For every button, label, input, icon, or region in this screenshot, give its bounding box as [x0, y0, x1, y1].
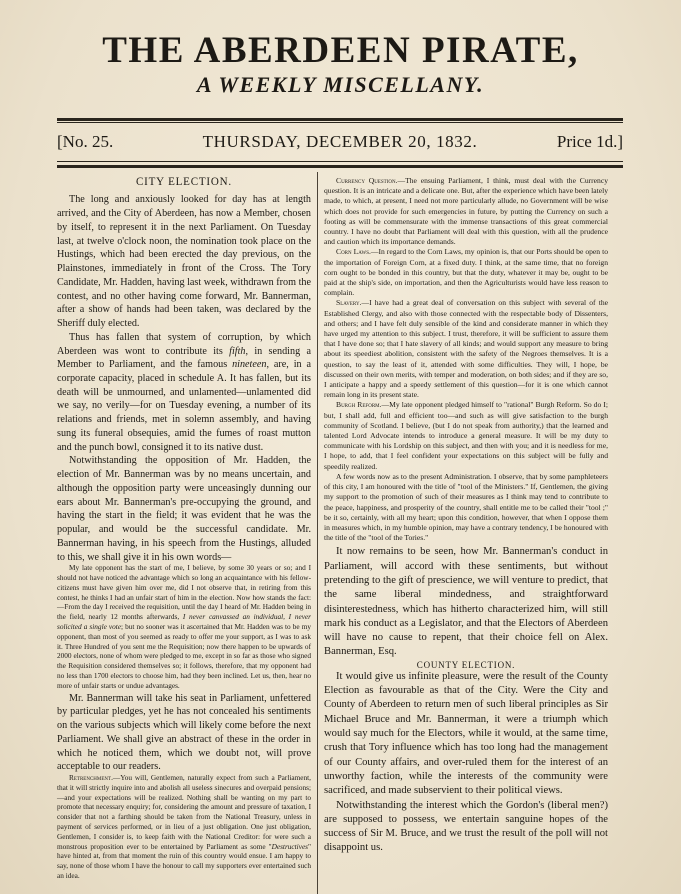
currency-paragraph: Currency Question.—The ensuing Parliament, I think, must deal with the Currency question. It is an intricate and a delicate one. But, after the experience which have been lately made, to which, at present, I need not more particularly allude, no Government will be wise which does not provide for such emergencies in future, by putting the Currency on such a footing as will be commensurate with the immense transactions of this great commercial country. I have no doubt that Parliament will deal with this question, with all the prudence and caution which its importance demands.: [324, 176, 609, 247]
city-election-heading: CITY ELECTION.: [136, 176, 232, 188]
slavery-heading: Slavery.: [336, 298, 362, 308]
dateline-rule-bottom: [57, 165, 623, 168]
left-column: [57, 176, 311, 882]
burgh-reform-heading: Burgh Reform.: [336, 400, 382, 410]
city-election-paragraph-3: Notwithstanding the opposition of Mr. Hadden, the election of Mr. Bannerman was by no means uncertain, and although the opposition party were unceasingly dunning our ears about Mr. Bannerman's pre-occupying the ground, and having the start in the field; it was evident that he was the popular, and would be the successful candidate. Mr. Bannerman having, in his speech from the Hustings, alluded to this, we shall give it in his own words—: [57, 455, 311, 563]
administration-paragraph: A few words now as to the present Administration. I observe, that by some pamphleteers of this city, I am honoured with the title of "tool of the Ministers." If, Gentlemen, the giving my support to the promotion of such of their measures as I think may tend to contribute to the peace, happiness, and prosperity of the country, shall entitle me to be called their "tool ;" be it so, certainly, with all my heart; upon this condition, however, that when I oppose them in measures which, in my humble opinion, may have a contrary tendency, I be honoured with the title of the "tool of the Tories.": [324, 471, 608, 543]
county-election-paragraph-2: Notwithstanding the interest which the Gordon's (liberal men?) are supposed to possess, we entertain sanguine hopes of the success of Sir M. Bruce, and we trust the result of the poll will not disappoint us.: [324, 799, 608, 854]
retrenchment-heading: Retrenchment.: [69, 774, 113, 783]
city-election-paragraph-2: Thus has fallen that system of corruption, by which Aberdeen was wont to contribute its fifth, in sending a Member to Parliament, and the famous nineteen, are, in a corporate capacity, placed in schedule A. It has fallen, but its death will be unmourned, and unlamented—unlamented did we say, no verily—for on Tuesday evening, a number of its relations and friends, met in solemn assembly, and having sung its funeral obsequies, amid the fumes of roast mutton and the punch bowl, consigned it to its native dust.: [57, 331, 311, 453]
city-election-paragraph-1: The long and anxiously looked for day has at length arrived, and the City of Aberdeen, has now a Member, chosen by itself, to represent it in the next Parliament. On Tuesday last, at twelve o'clock noon, the nomination took place on the Hustings, which had been erected the day previous, on the Plainstones, immediately in front of the Cross. The Tory Candidate, Mr. Hadden, having last week, withdrawn from the contest, and no other having come forward, Mr. Bannerman, after a show of hands had been taken, was declared by the Sheriff duly elected.: [57, 194, 311, 330]
right-column: [324, 176, 608, 856]
bannerman-speech-quote: My late opponent has the start of me, I believe, by some 30 years or so; and I should not have noticed the advantage which so long an acquaintance with his fellow-citizens must have given him over me, did I not observe that, in retiring from this contest, he thinks I had an unfair start of him in the election. Now how stands the fact:—From the day I received the requisition, until the day I heard of Mr. Hadden being in the field, nearly 12 months afterwards, I never canvassed an individual, I never solicited a single vote; but no sooner was it ascertained that Mr. Hadden was to be my opponent, than most of you seemed as ready to offer me your support, as I was to ask it. Three Hundred of you sent me the Requisition; now there happen to be upwards of 2000 electors, none of whom were pledged to me, except in so far as those who signed the Requisition considered themselves so; it follows, therefore, that my opponent had no less than 1700 electors to choose him, had they been inclined. Let us, then, hear no more of unfair starts or undue advantages.: [57, 564, 311, 690]
currency-heading: Currency Question.: [336, 176, 398, 185]
corn-laws-paragraph: Corn Laws.—In regard to the Corn Laws, my opinion is, that our Ports should be open to the importation of Foreign Corn, at a fixed duty. I think, at the same time, that no foreign corn ought to be bonded in this country, but that the duty, whatever it may be, ought to be paid at the ship's side, on importation, and then the Agriculturists would have less reason to complain.: [324, 247, 608, 298]
masthead-subtitle: A WEEKLY MISCELLANY.: [196, 72, 485, 97]
masthead-rule-top: [57, 118, 623, 121]
corn-laws-heading: Corn Laws.: [336, 247, 371, 257]
masthead-title: THE ABERDEEN PIRATE,: [102, 30, 579, 71]
remains-paragraph: It now remains to be seen, how Mr. Bannerman's conduct in Parliament, will accord with these sentiments, but without pretending to the gift of prescience, we will venture to predict, that the same liberal mindedness, and straightforward disinterestedness, which has hitherto characterized him, will still mark his conduct as a Legislator, and that the Electors of Aberdeen will have no cause to repent, that their choice fell on Alex. Bannerman, Esq.: [324, 546, 608, 658]
masthead-rule-top-thin: [57, 122, 623, 123]
issue-number: [No. 25.: [57, 132, 114, 151]
slavery-paragraph: Slavery.—I have had a great deal of conversation on this subject with several of the Established Clergy, and also with those connected with the respectable body of Dissenters, and others; and I have felt duly sensible of the kind and considerate manner in which they have urged my attention to this subject. I trust, therefore, it will be sufficient to assure them that I have done so; that I hate slavery of all kinds; and would support any measure to bring about its speediest abolition, consistent with the safety of the Negroes themselves. It is a question, to say the least of it, attended with some difficulties. They will, I hope, be discussed on their own merits, with temper and moderation, on both sides; and if they are so, I anticipate a happy and a speedy settlement of this question—for it is one which cannot remain long in its present state.: [324, 298, 608, 400]
county-election-heading: COUNTY ELECTION.: [416, 659, 516, 670]
issue-date: THURSDAY, DECEMBER 20, 1832.: [202, 132, 478, 151]
column-divider: [317, 172, 318, 894]
dateline-rule-thin: [57, 161, 623, 162]
dateline: [57, 130, 623, 154]
retrenchment-paragraph: Retrenchment.—You will, Gentlemen, naturally expect from such a Parliament, that it will strictly inquire into and abolish all useless sinecures and overpaid pensions;—and your expectations will be realized. Nothing shall be wanting on my part to promote that necessary enquiry; for, considering the amount and pressure of taxation, I consider that not a farthing should be taken from the National Treasury, unless in payment of services performed, or in lieu of a just obligation. One just obligation, Gentlemen, I consider is, to keep faith with the National Creditor: for were such a monstrous proposition ever to be entertained by Parliament as some "Destructives" have hinted at, from that moment the ruin of this country would ensue. I am happy to say, none of those whom I have the honour to call my supporters ever entertained such an idea.: [57, 774, 311, 880]
county-election-paragraph-1: It would give us infinite pleasure, were the result of the County Election as favourable as that of the City. Were the City and County of Aberdeen to return men of such liberal principles as Sir Michael Bruce and Mr. Bannerman, it were a triumph which would say much for the Electors, while it would, at the same time, crush that Tory influence which has too long had the management of our County affairs, and over-ruled them for the interest of an unworthy faction, while the interests of the community were sacrificed, and made subservient to their political views.: [324, 670, 608, 797]
burgh-reform-paragraph: Burgh Reform.—My late opponent pledged himself to "rational" Burgh Reform. So do I; but, I shall add, full and efficient too—and such as will give satisfaction to the burgh community of Scotland. I believe, (but I do not speak from authority,) that the learned and talented Lord Advocate intends to introduce a general measure. It will be my duty to communicate with his Lordship on this subject, and then with you; and it is needless for me, I hope, to add, that I feel confident your expectations on this subject will be fully and speedily realized.: [324, 400, 608, 471]
issue-price: Price 1d.]: [556, 132, 623, 151]
city-election-paragraph-4: Mr. Bannerman will take his seat in Parliament, unfettered by particular pledges, yet he has not concealed his sentiments on the various subjects which will likely come before the next Parliament. We shall give an abstract of these in the order in which he noticed them, which we doubt not, will prove acceptable to our readers.: [57, 692, 311, 773]
